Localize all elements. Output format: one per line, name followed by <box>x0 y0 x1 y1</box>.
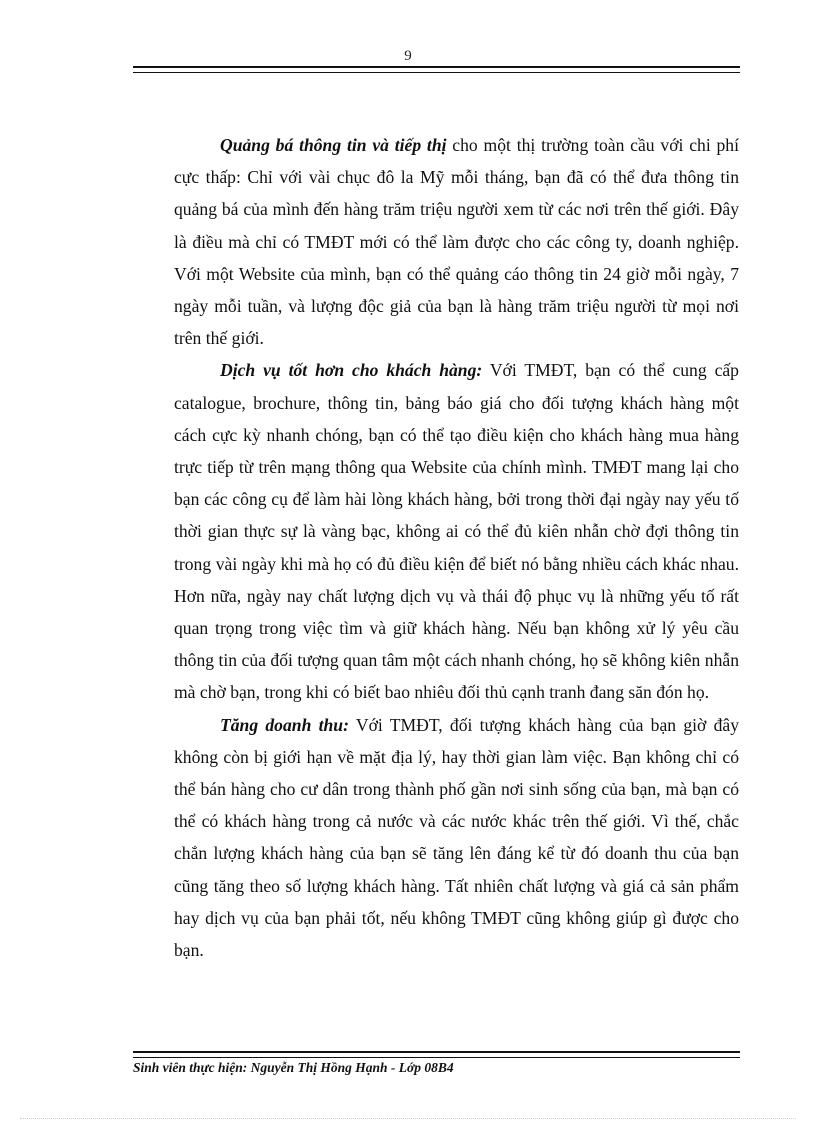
paragraph-lead: Tăng doanh thu: <box>220 714 349 735</box>
page-number: 9 <box>404 48 412 64</box>
paragraph-lead: Quảng bá thông tin và tiếp thị <box>220 135 447 155</box>
paragraph-text: Với TMĐT, bạn có thể cung cấp catalogue, brochure, thông tin, bảng báo giá cho đối tượng khách hàng một cách cực kỳ nhanh chóng, bạn có thể tạo điều kiện cho khách hàng mua hàng trực tiếp từ trên mạng thông qua Website của chính mình. TMĐT mang lại cho bạn các công cụ để làm hài lòng khách hàng, bởi trong thời đại ngày nay yếu tố thời gian thực sự là vàng bạc, không ai có thể đủ kiên nhẫn chờ đợi thông tin trong vài ngày khi mà họ có đủ điều kiện để biết nó bằng nhiều cách khác nhau. Hơn nữa, ngày nay chất lượng dịch vụ và thái độ phục vụ là những yếu tố rất quan trọng trong việc tìm và giữ khách hàng. Nếu bạn không xử lý yêu cầu thông tin của đối tượng quan tâm một cách nhanh chóng, họ sẽ không kiên nhẫn mà chờ bạn, trong khi có biết bao nhiêu đối thủ cạnh tranh đang săn đón họ. <box>174 360 739 703</box>
paragraph-lead: Dịch vụ tốt hơn cho khách hàng: <box>220 360 483 381</box>
paragraph-advertising <box>174 129 739 354</box>
document-body <box>174 129 739 966</box>
footer-author: Sinh viên thực hiện: Nguyễn Thị Hồng Hạnh - Lớp 08B4 <box>133 1060 454 1075</box>
page-bottom-divider <box>20 1118 796 1119</box>
paragraph-revenue <box>174 709 739 967</box>
header-rule <box>133 66 740 73</box>
footer-rule <box>133 1051 740 1058</box>
paragraph-customer-service <box>174 354 739 708</box>
paragraph-text: cho một thị trường toàn cầu với chi phí cực thấp: Chỉ với vài chục đô la Mỹ mỗi tháng, bạn đã có thể đưa thông tin quảng bá của mình đến hàng trăm triệu người xem từ các nơi trên thế giới. Đây là điều mà chỉ có TMĐT mới có thể làm được cho các công ty, doanh nghiệp. Với một Website của mình, bạn có thể quảng cáo thông tin 24 giờ mỗi ngày, 7 ngày mỗi tuần, và lượng độc giả của bạn là hàng trăm triệu người từ mọi nơi trên thế giới. <box>174 135 739 349</box>
paragraph-text: Với TMĐT, đối tượng khách hàng của bạn giờ đây không còn bị giới hạn về mặt địa lý, hay thời gian làm việc. Bạn không chỉ có thể bán hàng cho cư dân trong thành phố gần nơi sinh sống của bạn, mà bạn có thể có khách hàng trong cả nước và các nước khác trên thế giới. Vì thế, chắc chắn lượng khách hàng của bạn sẽ tăng lên đáng kể từ đó doanh thu của bạn cũng tăng theo số lượng khách hàng. Tất nhiên chất lượng và giá cả sản phẩm hay dịch vụ của bạn phải tốt, nếu không TMĐT cũng không giúp gì được cho bạn. <box>174 714 739 961</box>
